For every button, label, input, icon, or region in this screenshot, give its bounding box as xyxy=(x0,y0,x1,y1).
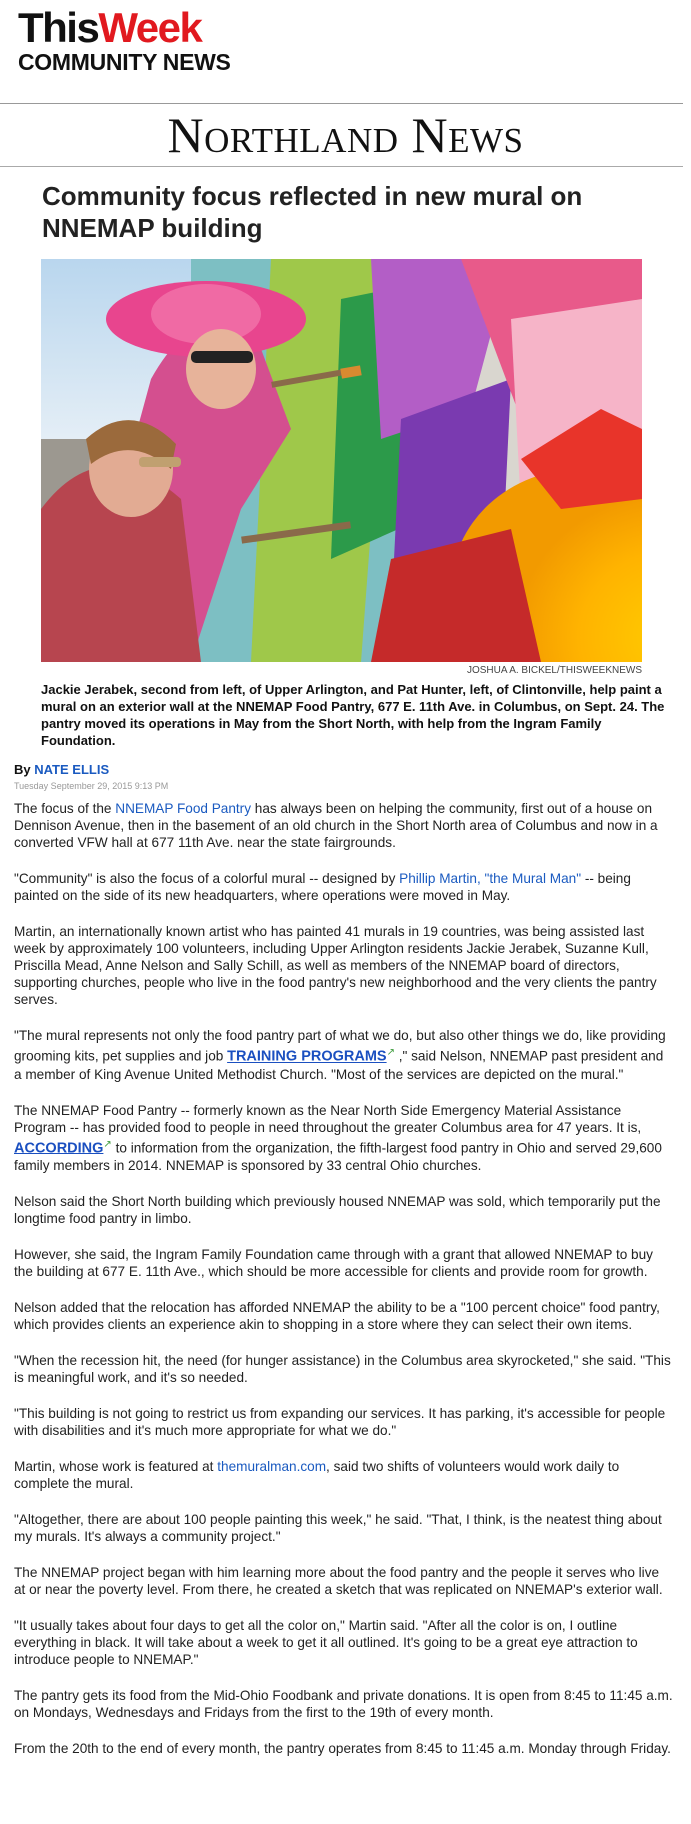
paragraph: "When the recession hit, the need (for hunger assistance) in the Columbus area skyrocketed," she said. "This is meaningful work, and it's so needed. xyxy=(14,1353,671,1386)
paragraph: "The mural represents not only the food pantry part of what we do, but also other things we do, like providing grooming kits, pet supplies and job TRAINING PROGRAMS↗ ," said Nelson, NNEMAP past president and a member of King Avenue United Methodist Church. "Most of the services are depicted on the mural." xyxy=(14,1028,666,1082)
paragraph: "Altogether, there are about 100 people painting this week," he said. "That, I think, is the neatest thing about my murals. It's always a community project." xyxy=(14,1512,662,1545)
muralman-site-link[interactable]: themuralman.com xyxy=(217,1459,327,1475)
article-body xyxy=(14,800,674,1776)
photo-credit: JOSHUA A. BICKEL/THISWEEKNEWS xyxy=(466,665,642,676)
paragraph: Nelson said the Short North building which previously housed NNEMAP was sold, which temporarily put the longtime food pantry in limbo. xyxy=(14,1194,661,1227)
logo-subtitle: COMMUNITY NEWS xyxy=(18,49,231,75)
training-programs-link[interactable]: TRAINING PROGRAMS xyxy=(227,1048,387,1065)
article-photo xyxy=(41,259,642,662)
paragraph: The NNEMAP project began with him learning more about the food pantry and the people it serves who live at or near the poverty level. From there, he created a sketch that was replicated on NNEMAP's exterior wall. xyxy=(14,1565,663,1598)
paragraph: The focus of the NNEMAP Food Pantry has always been on helping the community, first out of a house on Dennison Avenue, then in the basement of an old church in the Short North area of Columbus and now in a converted VFW hall at 677 11th Ave. near the state fairgrounds. xyxy=(14,801,658,850)
paragraph: Martin, an internationally known artist who has painted 41 murals in 19 countries, was being assisted last week by approximately 100 volunteers, including Upper Arlington residents Jackie Jerabek, Suzanne Kull, Priscilla Mead, Anne Nelson and Sally Schill, as well as members of the NNEMAP board of directors, supporting churches, people who live in the food pantry's new neighborhood and the very clients the pantry serves. xyxy=(14,924,657,1007)
divider xyxy=(0,166,683,167)
byline-prefix: By xyxy=(14,762,31,777)
paragraph: The NNEMAP Food Pantry -- formerly known as the Near North Side Emergency Material Assistance Program -- has provided food to people in need throughout the greater Columbus area for 47 years. It is, ACCORDING↗ to information from the organization, the fifth-largest food pantry in Ohio and served 29,600 family members in 2014. NNEMAP is sponsored by 33 central Ohio churches. xyxy=(14,1102,662,1174)
paragraph: Martin, whose work is featured at themuralman.com, said two shifts of volunteers would work daily to complete the mural. xyxy=(14,1459,620,1492)
external-link-icon: ↗ xyxy=(103,1138,112,1150)
divider xyxy=(0,103,683,104)
nnemap-link[interactable]: NNEMAP Food Pantry xyxy=(115,801,252,816)
section-title: Northland News xyxy=(167,107,524,163)
photo-caption: Jackie Jerabek, second from left, of Upper Arlington, and Pat Hunter, left, of Clintonville, help paint a mural on an exterior wall at the NNEMAP Food Pantry, 677 E. 11th Ave. in Columbus, on Sept. 24. The pantry moved its operations in May from the Short North, with help from the Ingram Family Foundation. xyxy=(41,682,665,748)
byline xyxy=(14,762,109,777)
according-link[interactable]: ACCORDING xyxy=(14,1140,104,1157)
paragraph: However, she said, the Ingram Family Foundation came through with a grant that allowed NNEMAP to buy the building at 677 E. 11th Ave., which should be more accessible for clients and provide room for growth. xyxy=(14,1247,653,1280)
thisweek-logo[interactable] xyxy=(18,6,231,74)
mural-man-link[interactable]: Phillip Martin, "the Mural Man" xyxy=(399,871,582,886)
publish-date: Tuesday September 29, 2015 9:13 PM xyxy=(14,781,169,791)
article-headline: Community focus reflected in new mural on NNEMAP building xyxy=(42,181,583,243)
paragraph: "Community" is also the focus of a colorful mural -- designed by Phillip Martin, "the Mural Man" -- being painted on the side of its new headquarters, where operations were moved in May. xyxy=(14,871,631,903)
paragraph: "This building is not going to restrict us from expanding our services. It has parking, it's accessible for people with disabilities and it's much more appropriate for what we do." xyxy=(14,1406,666,1439)
paragraph: "It usually takes about four days to get all the color on," Martin said. "After all the color is on, I outline everything in black. It will take about a week to get it all outlined. It's going to be a great eye attraction to introduce people to NNEMAP." xyxy=(14,1618,638,1668)
paragraph: From the 20th to the end of every month, the pantry operates from 8:45 to 11:45 a.m. Monday through Friday. xyxy=(14,1741,671,1757)
external-link-icon: ↗ xyxy=(386,1047,395,1058)
author-link[interactable]: NATE ELLIS xyxy=(34,762,110,777)
paragraph: Nelson added that the relocation has afforded NNEMAP the ability to be a "100 percent choice" food pantry, which provides clients an experience akin to shopping in a store where they can select their own items. xyxy=(14,1300,660,1333)
logo-wordmark: ThisWeek xyxy=(18,4,202,51)
paragraph: The pantry gets its food from the Mid-Ohio Foodbank and private donations. It is open from 8:45 to 11:45 a.m. on Mondays, Wednesdays and Fridays from the first to the 19th of every month. xyxy=(14,1688,673,1721)
